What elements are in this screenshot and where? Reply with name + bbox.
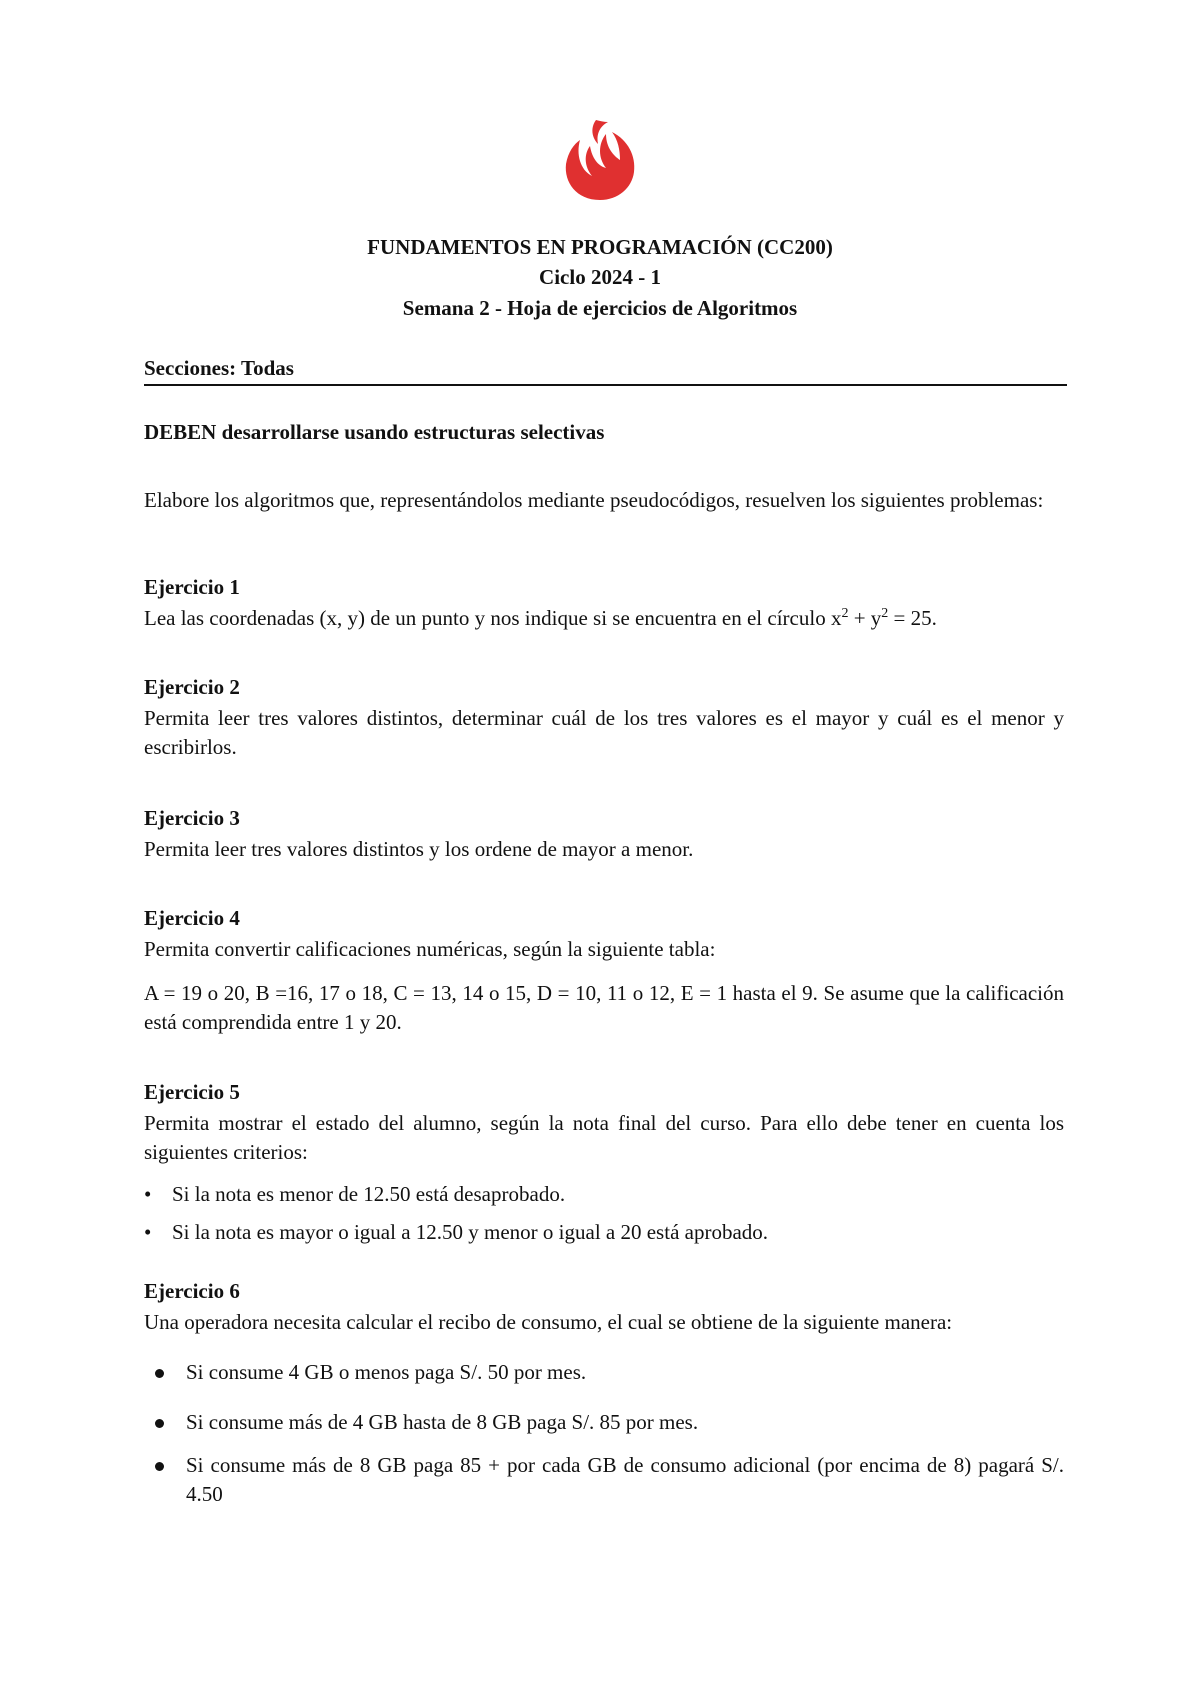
bullet-glyph: •: [144, 1182, 152, 1206]
exercise-2-title: Ejercicio 2: [144, 675, 240, 699]
course-title: FUNDAMENTOS EN PROGRAMACIÓN (CC200): [367, 235, 833, 259]
exercise-2-text: Permita leer tres valores distintos, determinar cuál de los tres valores es el mayor y cuál es el menor y escribirlos.: [144, 706, 1064, 759]
exponent-2: 2: [881, 606, 889, 621]
exercise-1-text-b: + y: [848, 606, 882, 630]
exercise-1-text-c: = 25.: [888, 606, 937, 630]
bullet-dot: [155, 1419, 164, 1428]
cycle-title: Ciclo 2024 - 1: [539, 265, 661, 289]
exercise-5-bullet-2: Si la nota es mayor o igual a 12.50 y menor o igual a 20 está aprobado.: [172, 1220, 769, 1244]
exercise-6-title: Ejercicio 6: [144, 1279, 240, 1303]
exponent-1: 2: [841, 606, 849, 621]
exercise-6-bullet-1: Si consume 4 GB o menos paga S/. 50 por mes.: [186, 1360, 587, 1384]
exercise-3-text: Permita leer tres valores distintos y los ordene de mayor a menor.: [144, 837, 694, 861]
week-title: Semana 2 - Hoja de ejercicios de Algoritmos: [402, 296, 798, 320]
sections-label: Secciones: Todas: [144, 356, 294, 380]
exercise-6-text: Una operadora necesita calcular el recibo de consumo, el cual se obtiene de la siguiente manera:: [144, 1310, 953, 1334]
bullet-glyph: •: [144, 1220, 152, 1244]
intro-paragraph: Elabore los algoritmos que, representándolos mediante pseudocódigos, resuelven los siguientes problemas:: [144, 488, 1044, 512]
exercise-1-title: Ejercicio 1: [144, 575, 240, 599]
exercise-4-title: Ejercicio 4: [144, 906, 240, 930]
exercise-1-text: [144, 604, 1064, 633]
exercise-5-text: Permita mostrar el estado del alumno, según la nota final del curso. Para ello debe tener en cuenta los siguientes criterios:: [144, 1111, 1064, 1164]
grade-table-text: A = 19 o 20, B =16, 17 o 18, C = 13, 14 o 15, D = 10, 11 o 12, E = 1 hasta el 9. Se asume que la calificación está comprendida entre 1 y 20.: [144, 981, 1064, 1034]
exercise-6-bullet-3: Si consume más de 8 GB paga 85 + por cada GB de consumo adicional (por encima de 8) pagará S/. 4.50: [186, 1453, 1064, 1506]
exercise-5-bullet-1: Si la nota es menor de 12.50 está desaprobado.: [172, 1182, 566, 1206]
requirement-note: DEBEN desarrollarse usando estructuras selectivas: [144, 420, 605, 444]
exercise-6-bullet-2: Si consume más de 4 GB hasta de 8 GB paga S/. 85 por mes.: [186, 1410, 699, 1434]
bullet-dot: [155, 1462, 164, 1471]
exercise-5-title: Ejercicio 5: [144, 1080, 240, 1104]
header-divider: [144, 384, 1067, 386]
bullet-dot: [155, 1369, 164, 1378]
exercise-3-title: Ejercicio 3: [144, 806, 240, 830]
exercise-1-text-a: Lea las coordenadas (x, y) de un punto y nos indique si se encuentra en el círculo x: [144, 606, 842, 630]
exercise-4-text: Permita convertir calificaciones numéricas, según la siguiente tabla:: [144, 937, 716, 961]
university-flame-logo: [558, 118, 642, 202]
